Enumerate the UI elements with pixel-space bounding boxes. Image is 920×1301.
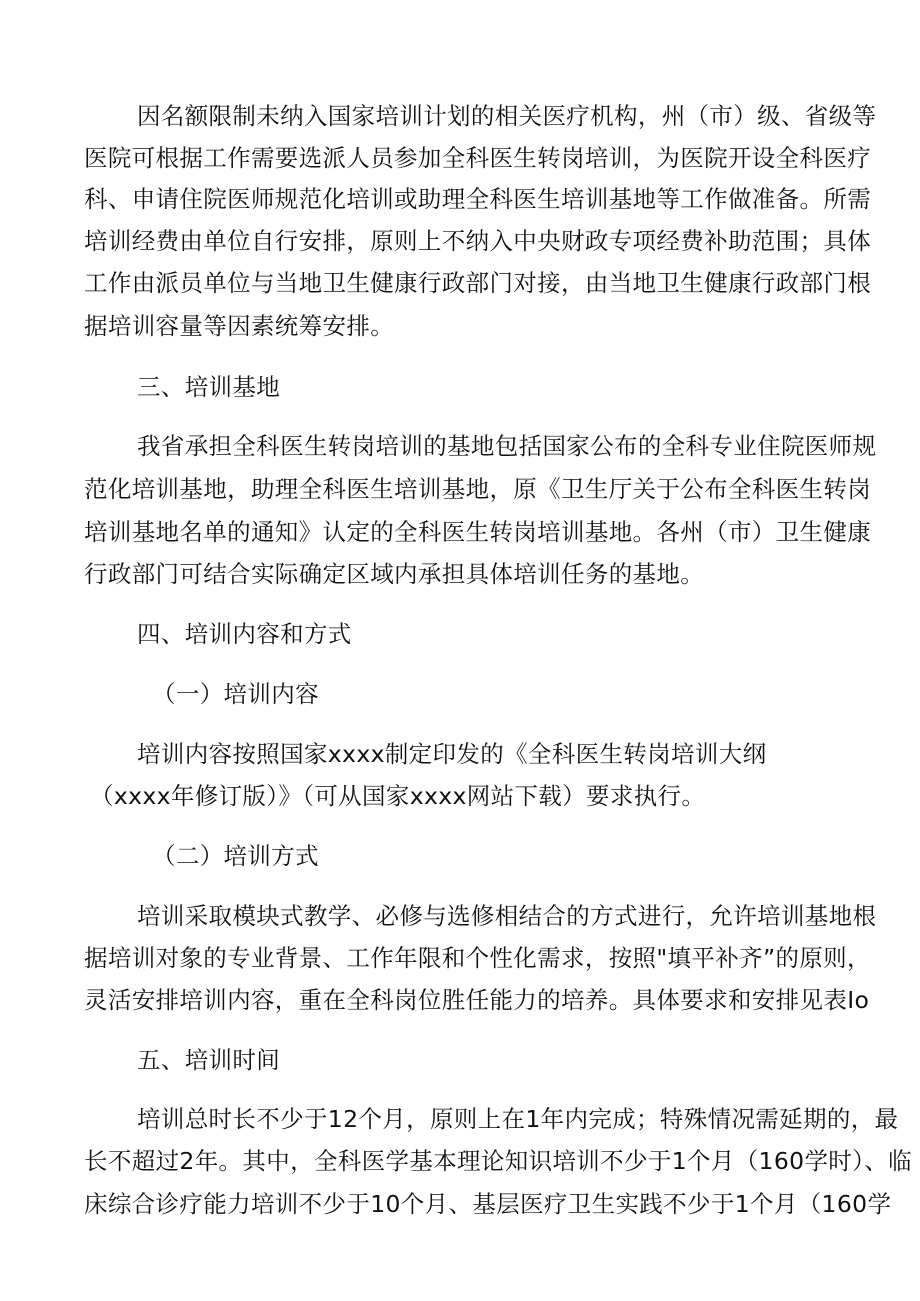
paragraph-line: （xxxx年修订版）》（可从国家xxxx网站下载）要求执行。 <box>90 782 706 810</box>
paragraph-line: 行政部门可结合实际确定区域内承担具体培训任务的基地。 <box>84 560 705 588</box>
section-heading: 四、培训内容和方式 <box>137 620 352 648</box>
paragraph-line: 据培训对象的专业背景、工作年限和个性化需求，按照"填平补齐”的原则， <box>84 944 871 972</box>
section-heading: 三、培训基地 <box>137 373 281 401</box>
paragraph-line: 医院可根据工作需要选派人员参加全科医生转岗培训，为医院开设全科医疗 <box>84 144 872 172</box>
paragraph-line: 科、申请住院医师规范化培训或助理全科医生培训基地等工作做准备。所需 <box>84 185 872 213</box>
paragraph-line: 范化培训基地，助理全科医生培训基地，原《卫生厅关于公布全科医生转岗 <box>84 475 872 503</box>
subsection-heading: （二）培训方式 <box>152 842 319 870</box>
paragraph-line: 培训内容按照国家xxxx制定印发的《全科医生转岗培训大纲 <box>137 740 767 768</box>
paragraph-line: 长不超过2年。其中，全科医学基本理论知识培训不少于1个月（160学时）、临 <box>84 1147 912 1175</box>
paragraph-line: 培训经费由单位自行安排，原则上不纳入中央财政专项经费补助范围；具体 <box>84 227 872 255</box>
paragraph-line: 我省承担全科医生转岗培训的基地包括国家公布的全科专业住院医师规 <box>137 432 877 460</box>
paragraph-line: 据培训容量等因素统筹安排。 <box>84 312 395 340</box>
subsection-heading: （一）培训内容 <box>152 680 319 708</box>
paragraph-line: 因名额限制未纳入国家培训计划的相关医疗机构，州（市）级、省级等 <box>137 102 877 130</box>
paragraph-line: 工作由派员单位与当地卫生健康行政部门对接，由当地卫生健康行政部门根 <box>84 269 872 297</box>
paragraph-line: 培训采取模块式教学、必修与选修相结合的方式进行，允许培训基地根 <box>137 902 877 930</box>
paragraph-line: 培训总时长不少于12个月，原则上在1年内完成；特殊情况需延期的，最 <box>137 1105 899 1133</box>
paragraph-line: 灵活安排培训内容，重在全科岗位胜任能力的培养。具体要求和安排见表Io <box>84 986 870 1014</box>
section-heading: 五、培训时间 <box>137 1046 281 1074</box>
paragraph-line: 床综合诊疗能力培训不少于10个月、基层医疗卫生实践不少于1个月（160学 <box>84 1190 892 1218</box>
paragraph-line: 培训基地名单的通知》认定的全科医生转岗培训基地。各州（市）卫生健康 <box>84 518 872 546</box>
